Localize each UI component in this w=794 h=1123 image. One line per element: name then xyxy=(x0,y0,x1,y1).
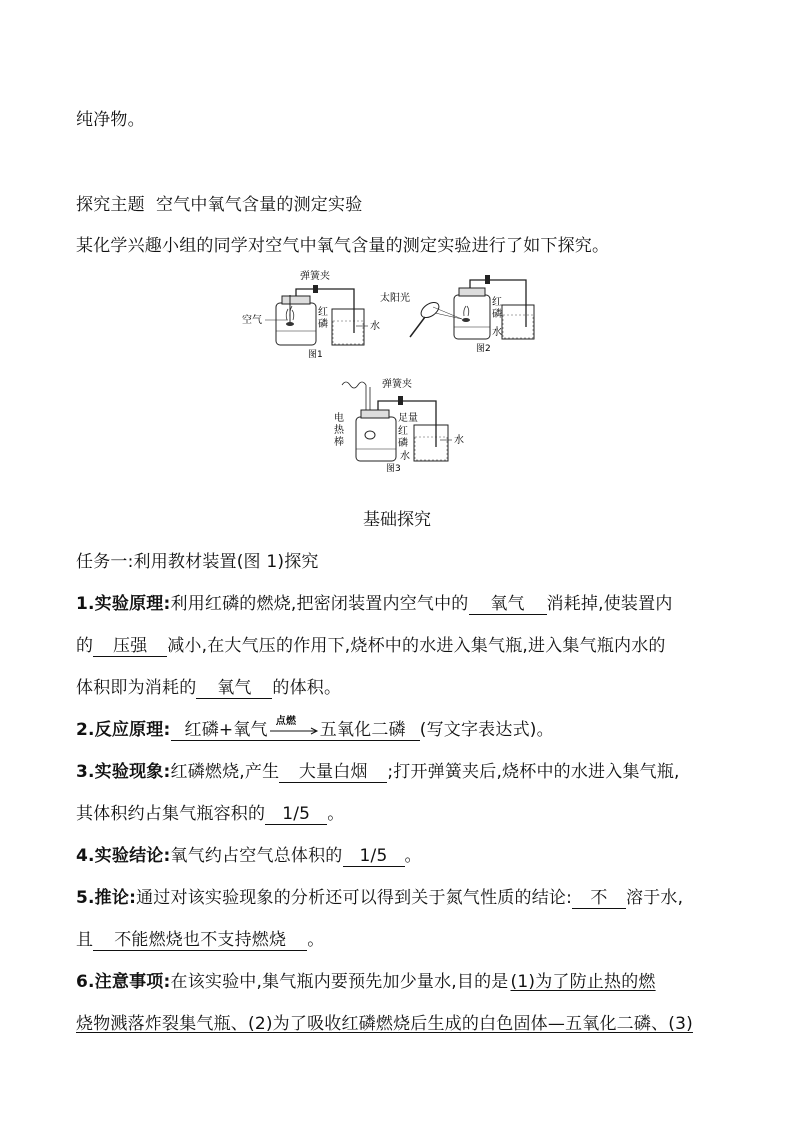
q1-answer-1: 氧气 xyxy=(469,595,547,615)
fig3-clip-label: 弹簧夹 xyxy=(382,379,412,390)
lead-text: 某化学兴趣小组的同学对空气中氧气含量的测定实验进行了如下探究。 xyxy=(76,236,610,256)
fig3-red-label: 红 xyxy=(398,426,408,437)
experiment-figures-1-2 xyxy=(230,265,560,360)
q3-text-3: 其体积约占集气瓶容积的 xyxy=(76,804,266,824)
q4-label: 4.实验结论: xyxy=(76,846,171,866)
fig1-air-label: 空气 xyxy=(242,315,262,326)
q5-answer-1: 不 xyxy=(572,889,626,909)
fig3-rod-2: 热 xyxy=(334,425,344,436)
q3-line-2 xyxy=(76,799,344,825)
q3-answer-2: 1/5 xyxy=(265,805,327,825)
q1-text-2: 消耗掉,使装置内 xyxy=(546,594,673,614)
q1-text-4: 减小,在大气压的作用下,烧杯中的水进入集气瓶,进入集气瓶内水的 xyxy=(167,636,666,656)
fig3-p-label: 磷 xyxy=(398,438,408,449)
q6-label: 6.注意事项: xyxy=(76,972,171,992)
q2-product: 五氧化二磷 xyxy=(319,720,406,740)
fig3-rod-1: 电 xyxy=(334,413,344,424)
q3-line-1 xyxy=(76,757,680,783)
figure-1 xyxy=(242,269,380,360)
fig1-clip-label: 弹簧夹 xyxy=(300,271,330,282)
topic-heading: 探究主题 空气中氧气含量的测定实验 xyxy=(76,195,363,215)
q6-line-1 xyxy=(76,967,658,992)
q4-text-2: 。 xyxy=(404,846,422,866)
q6-line-2 xyxy=(76,1009,693,1034)
q3-label: 3.实验现象: xyxy=(76,762,171,782)
fig3-enough-label: 足量 xyxy=(398,413,418,424)
q6-answer-1: (1)为了防止热的燃 xyxy=(510,972,656,992)
task-one: 任务一:利用教材装置(图 1)探究 xyxy=(76,552,319,572)
fig1-caption: 图1 xyxy=(308,350,323,360)
section-title: 基础探究 xyxy=(363,510,431,530)
q6-text-1: 在该实验中,集气瓶内要预先加少量水,目的是 xyxy=(170,972,509,992)
figure-2 xyxy=(380,275,534,354)
q4-answer-1: 1/5 xyxy=(343,847,405,867)
q5-label: 5.推论: xyxy=(76,888,137,908)
q2-condition: 点燃 xyxy=(275,716,297,727)
q1-answer-2: 压强 xyxy=(93,637,167,657)
q2-label: 2.反应原理: xyxy=(76,720,171,740)
fig2-p-label: 磷 xyxy=(492,309,502,320)
q3-text-4: 。 xyxy=(327,804,345,824)
fig3-water-right-label: 水 xyxy=(454,435,464,446)
q4-text-1: 氧气约占空气总体积的 xyxy=(170,846,343,866)
q4-line xyxy=(76,841,422,867)
q3-text-2: ;打开弹簧夹后,烧杯中的水进入集气瓶, xyxy=(387,762,680,782)
q6-answer-2: 烧物溅落炸裂集气瓶、(2)为了吸收红磷燃烧后生成的白色固体—五氧化二磷、(3) xyxy=(76,1014,693,1034)
q5-line-2 xyxy=(76,925,324,951)
fig2-red-label: 红 xyxy=(492,297,502,308)
fig2-water-label: 水 xyxy=(492,327,502,338)
q3-text-1: 红磷燃烧,产生 xyxy=(170,762,280,782)
q1-text-6: 的体积。 xyxy=(272,678,342,698)
fig1-p-label: 磷 xyxy=(318,319,328,330)
q2-reactants: 红磷+氧气 xyxy=(184,720,268,740)
q1-text-3: 的 xyxy=(76,636,94,656)
q1-line-1 xyxy=(76,589,673,615)
q2-line xyxy=(76,715,554,741)
q5-text-4: 。 xyxy=(307,930,325,950)
q2-text-1: (写文字表达式)。 xyxy=(419,720,554,740)
q2-answer xyxy=(171,716,420,741)
fig3-caption: 图3 xyxy=(386,464,401,473)
q2-arrow xyxy=(268,716,320,739)
q1-text-5: 体积即为消耗的 xyxy=(76,678,197,698)
q5-text-3: 且 xyxy=(76,930,94,950)
fig3-rod-3: 棒 xyxy=(334,437,344,448)
fig1-water-label: 水 xyxy=(370,321,380,332)
q5-line-1 xyxy=(76,883,683,909)
q1-line-3 xyxy=(76,673,341,699)
q1-text-1: 利用红磷的燃烧,把密闭装置内空气中的 xyxy=(170,594,469,614)
q1-line-2 xyxy=(76,631,666,657)
fig1-red-label: 红 xyxy=(318,307,328,318)
intro-tail: 纯净物。 xyxy=(76,110,145,130)
q3-answer-1: 大量白烟 xyxy=(279,763,387,783)
q1-label: 1.实验原理: xyxy=(76,594,171,614)
experiment-figure-3 xyxy=(330,373,480,473)
fig3-water-left-label: 水 xyxy=(400,451,410,462)
q1-answer-3: 氧气 xyxy=(196,679,272,699)
q5-answer-2: 不能燃烧也不支持燃烧 xyxy=(93,931,307,951)
fig2-sunlight-label: 太阳光 xyxy=(380,293,410,304)
q5-text-1: 通过对该实验现象的分析还可以得到关于氮气性质的结论: xyxy=(136,888,573,908)
q5-text-2: 溶于水, xyxy=(626,888,684,908)
fig2-caption: 图2 xyxy=(476,344,491,354)
